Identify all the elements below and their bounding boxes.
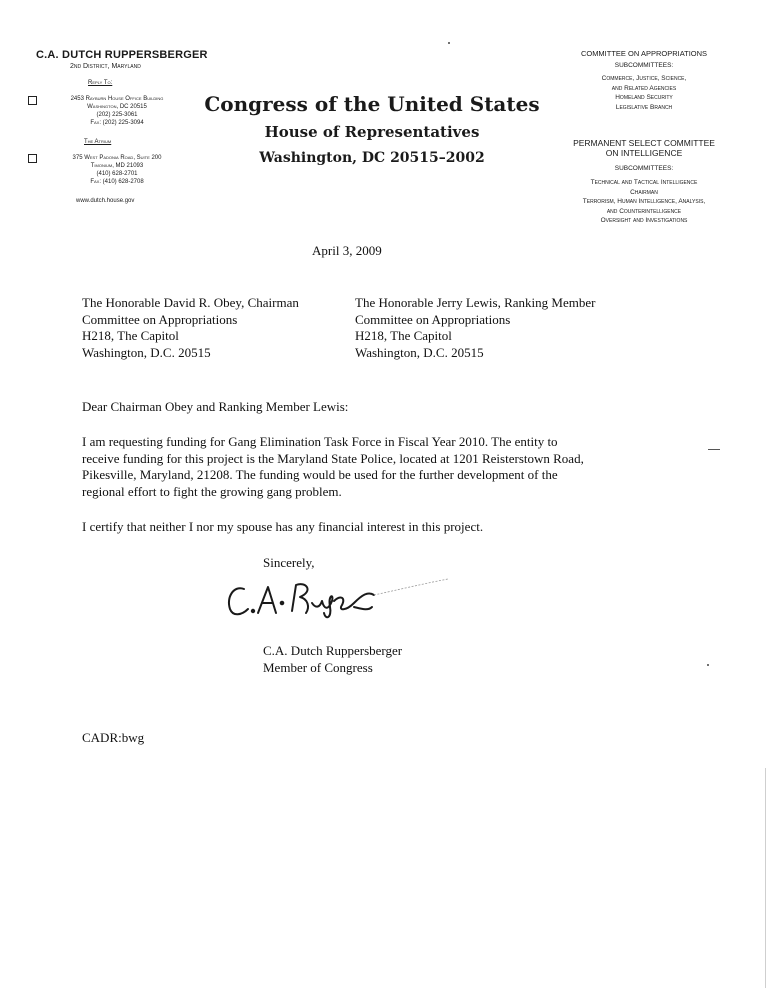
c2-item: and Counterintelligence (606, 207, 682, 215)
member-name: C.A. DUTCH RUPPERSBERGER (36, 49, 208, 61)
addressee1-line2: Committee on Appropriations (82, 311, 238, 327)
office1-line3: (202) 225-3061 (96, 112, 138, 118)
office2-line3: (410) 628-2701 (96, 171, 138, 177)
addressee2-line3: H218, The Capitol (355, 328, 452, 343)
addressee1-line4: Washington, D.C. 20515 (82, 344, 211, 360)
scan-speck (707, 664, 709, 666)
city-heading: Washington, DC 20515–2002 (259, 150, 485, 166)
addressee1-line3: H218, The Capitol (82, 328, 179, 343)
c2-item: Technical and Tactical Intelligence (590, 179, 698, 186)
committee-appropriations-title: COMMITTEE ON APPROPRIATIONS (580, 49, 708, 58)
office2-line1: 375 West Padonia Road, Suite 200 (72, 155, 162, 161)
scan-speck (448, 42, 450, 44)
appropriations-subcommittees (534, 74, 754, 112)
office2-line2: Timonium, MD 21093 (90, 163, 144, 169)
scan-edge-line (765, 768, 766, 988)
c1-item: Legislative Branch (615, 103, 673, 111)
typist-initials: CADR:bwg (82, 730, 145, 745)
website-link[interactable]: www.dutch.house.gov (76, 198, 135, 204)
c1-item: Homeland Security (615, 94, 673, 101)
office1-line4: Fax: (202) 225-3094 (90, 120, 144, 126)
member-district: 2nd District, Maryland (70, 63, 141, 70)
committee-intelligence-title (534, 138, 754, 158)
intelligence-subcommittees (534, 178, 754, 226)
c1-item: and Related Agencies (611, 84, 677, 92)
paragraph1-line3: Pikesville, Maryland, 21208. The funding would be used for the further development of the (82, 467, 558, 482)
certification-paragraph: I certify that neither I nor my spouse has any financial interest in this project. (82, 519, 484, 534)
request-paragraph (82, 434, 702, 500)
paragraph1-line1: I am requesting funding for Gang Elimination Task Force in Fiscal Year 2010. The entity to (82, 434, 558, 449)
district-office-address (52, 154, 182, 186)
addressee1-line1: The Honorable David R. Obey, Chairman (82, 295, 299, 310)
addressee2-line2: Committee on Appropriations (355, 311, 511, 327)
office-checkbox-washington[interactable] (28, 96, 37, 105)
house-heading: House of Representatives (264, 123, 480, 141)
subcommittees-label-1: SUBCOMMITTEES: (614, 62, 674, 69)
signature-image (222, 573, 462, 623)
c2-title-line2: ON INTELLIGENCE (605, 148, 683, 158)
reply-to-label: Reply To: (88, 80, 113, 86)
addressee-obey (82, 295, 299, 361)
subcommittees-label-2: SUBCOMMITTEES: (614, 165, 674, 172)
c1-item: Commerce, Justice, Science, (601, 75, 687, 82)
closing: Sincerely, (263, 555, 315, 570)
office-checkbox-timonium[interactable] (28, 154, 37, 163)
addressee2-line4: Washington, D.C. 20515 (355, 344, 484, 360)
paragraph1-line2: receive funding for this project is the Maryland State Police, located at 1201 Reisterstown Road, (82, 450, 584, 466)
paragraph1-line4: regional effort to fight the growing gang problem. (82, 483, 342, 499)
addressee2-line1: The Honorable Jerry Lewis, Ranking Member (355, 295, 596, 310)
c2-item: Terrorism, Human Intelligence, Analysis, (582, 198, 706, 205)
congress-heading: Congress of the United States (204, 92, 540, 116)
c2-item: Chairman (630, 188, 658, 196)
washington-office-address (52, 95, 182, 127)
signer-name: C.A. Dutch Ruppersberger (263, 643, 403, 658)
c2-title-line1: PERMANENT SELECT COMMITTEE (573, 138, 715, 148)
c2-item: Oversight and Investigations (600, 217, 688, 224)
salutation: Dear Chairman Obey and Ranking Member Lewis: (82, 399, 349, 414)
margin-mark (708, 449, 720, 450)
addressee-lewis (355, 295, 595, 361)
office1-line1: 2453 Rayburn House Office Building (70, 96, 164, 102)
atrium-label: The Atrium (84, 139, 112, 145)
letter-date: April 3, 2009 (312, 243, 382, 258)
signer-title: Member of Congress (263, 660, 373, 675)
office2-line4: Fax: (410) 628-2708 (90, 179, 144, 185)
office1-line2: Washington, DC 20515 (87, 104, 147, 110)
